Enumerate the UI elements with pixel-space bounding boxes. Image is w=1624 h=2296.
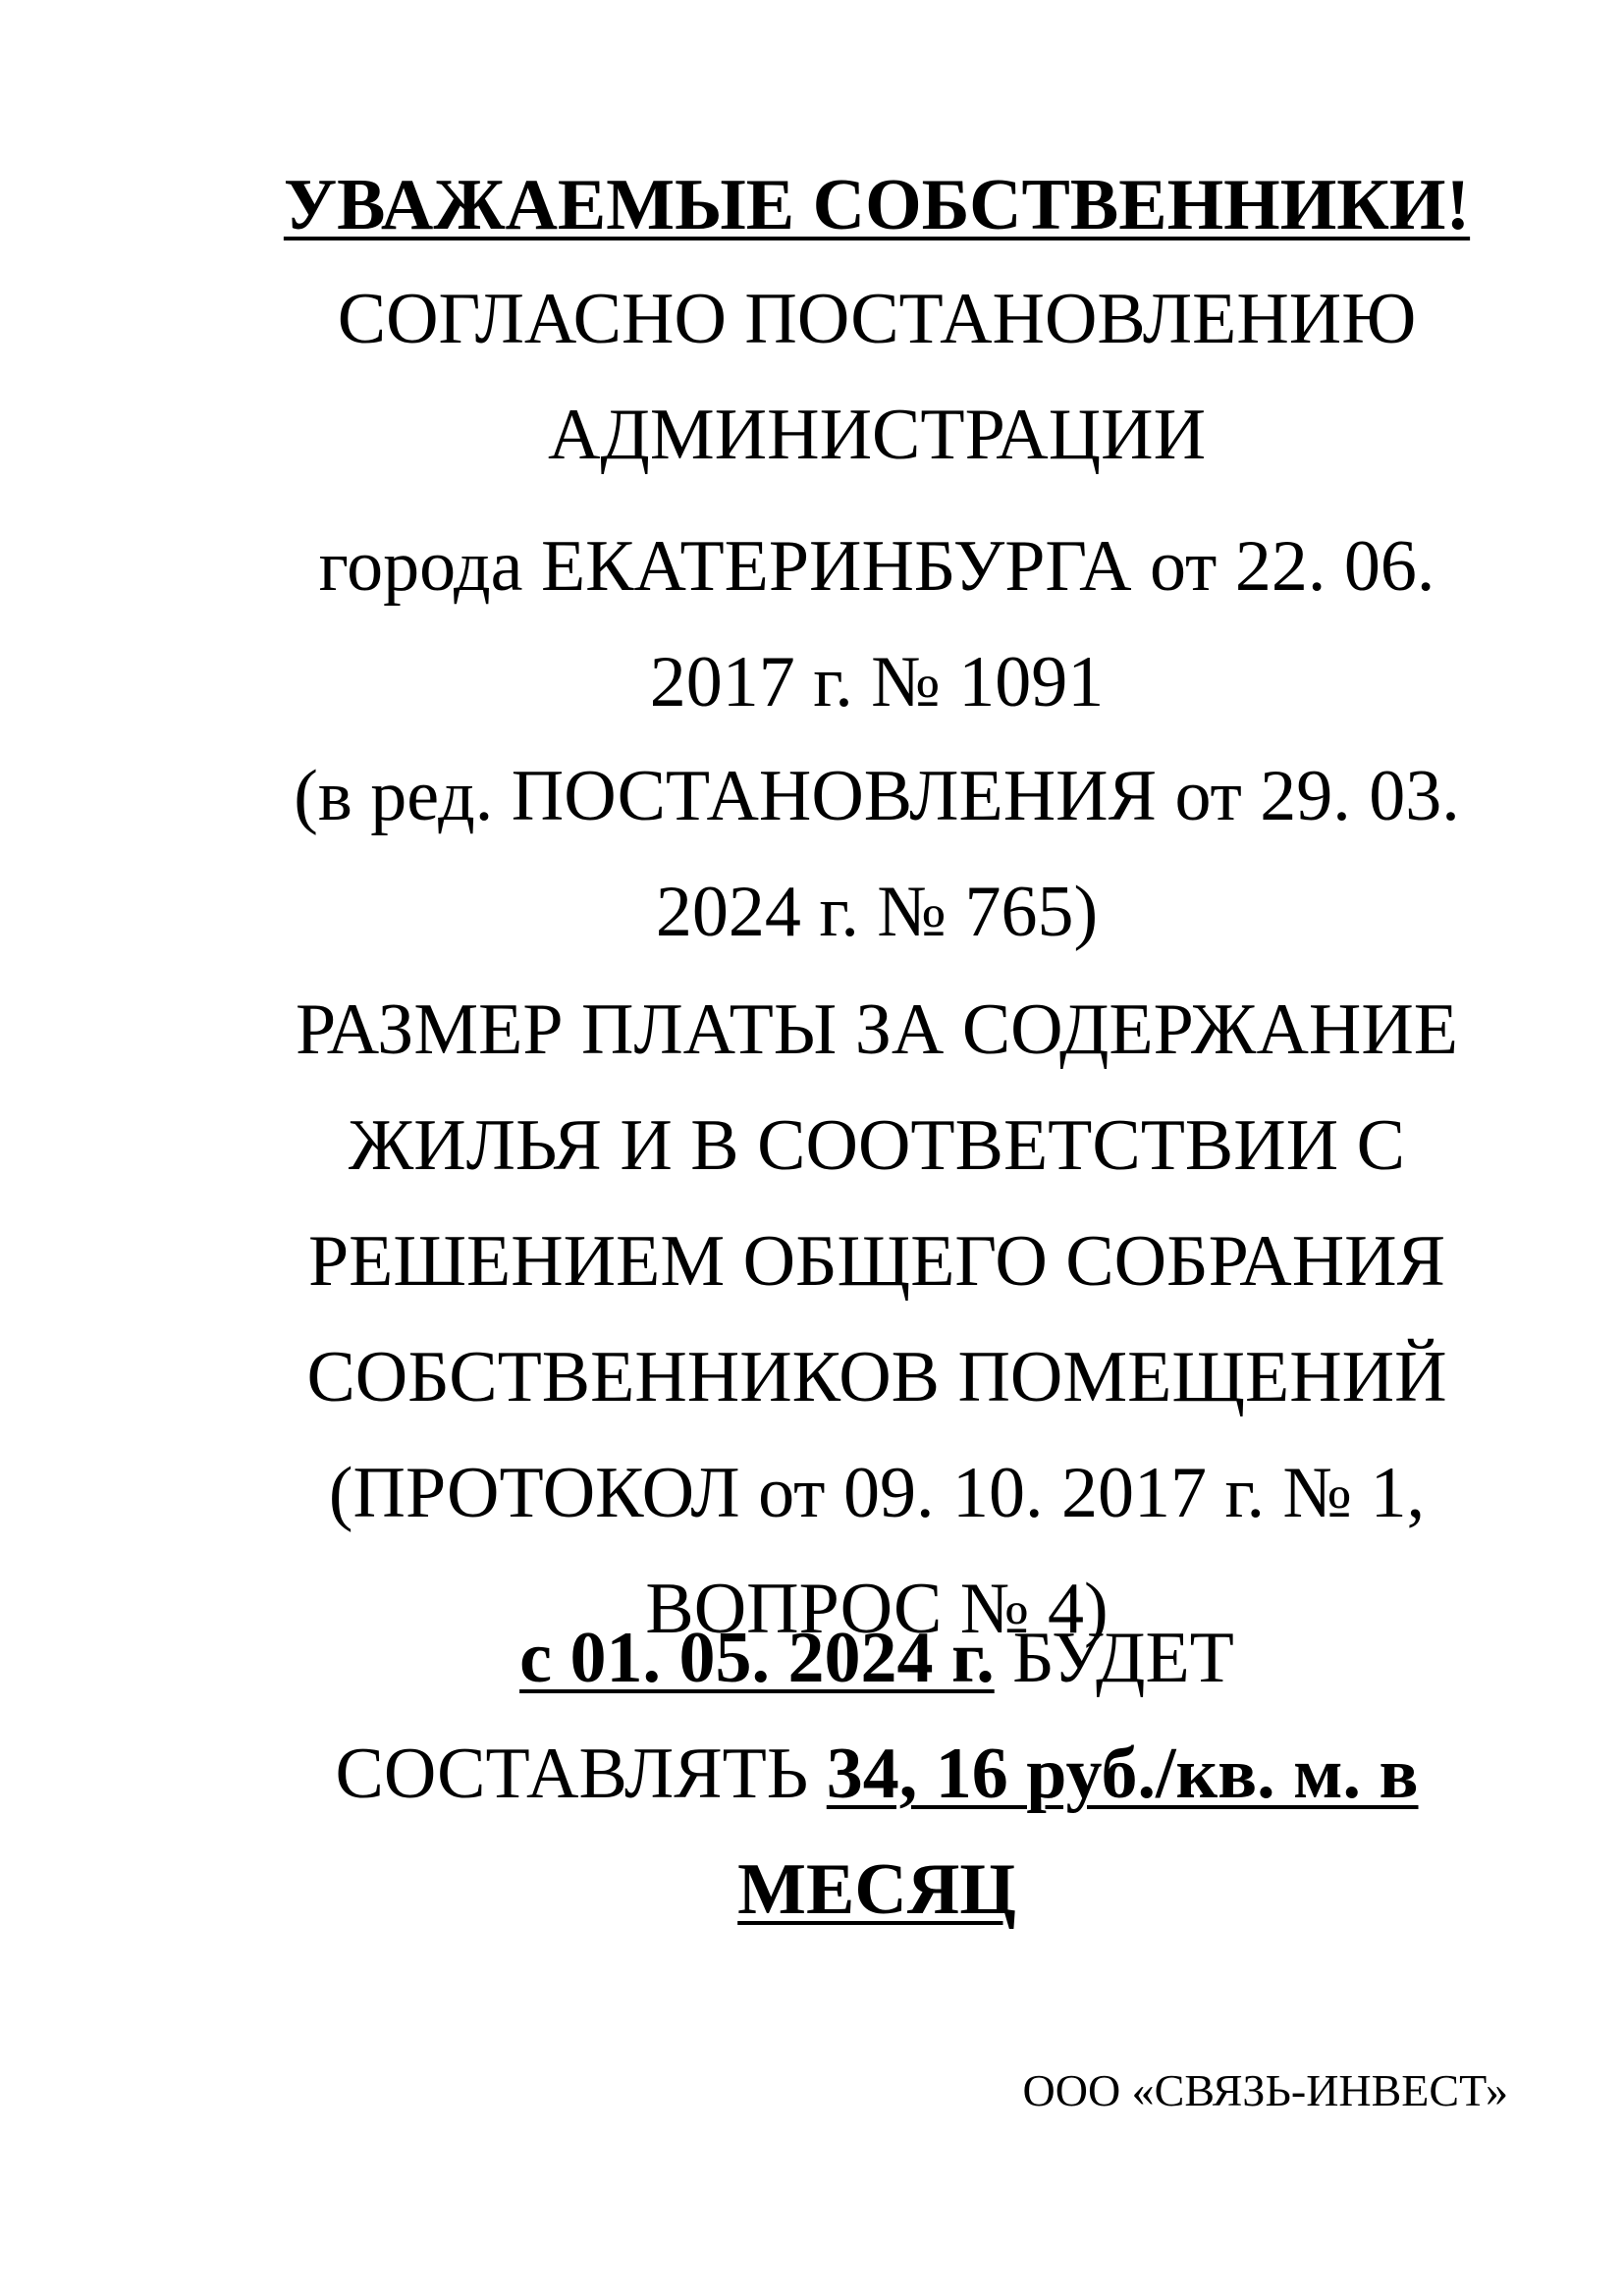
company-signature: ООО «СВЯЗЬ-ИНВЕСТ» <box>1022 2065 1508 2115</box>
city-decree-text: города ЕКАТЕРИНБУРГА от 22. 06. 2017 г. № 1091 <box>318 526 1435 722</box>
edition-text: (в ред. ПОСТАНОВЛЕНИЯ от 29. 03. 2024 г. № 765) <box>294 756 1460 952</box>
notice-title: УВАЖАЕМЫЕ СОБСТВЕННИКИ! <box>283 165 1471 245</box>
fee-period: МЕСЯЦ <box>737 1849 1016 1930</box>
effective-line-1 <box>244 1600 1510 1716</box>
effective-line-2 <box>244 1716 1510 1832</box>
fee-amount: 34, 16 руб./кв. м. в <box>826 1734 1419 1814</box>
will-be-text: БУДЕТ <box>1012 1618 1234 1698</box>
amount-prefix: СОСТАВЛЯТЬ <box>335 1734 809 1814</box>
effective-line-3 <box>244 1832 1510 1948</box>
fee-basis-text: РАЗМЕР ПЛАТЫ ЗА СОДЕРЖАНИЕ ЖИЛЬЯ И В СООТВЕТСТВИИ С РЕШЕНИЕМ ОБЩЕГО СОБРАНИЯ СОБСТВЕННИКОВ ПОМЕЩЕНИЙ (ПРОТОКОЛ от 09. 10. 2017 г. № 1, ВОПРОС № 4) <box>296 989 1458 1649</box>
resolution-text: СОГЛАСНО ПОСТАНОВЛЕНИЮ АДМИНИСТРАЦИИ <box>337 279 1417 475</box>
effective-statement <box>244 1600 1510 1948</box>
effective-date: с 01. 05. 2024 г. <box>519 1618 995 1698</box>
